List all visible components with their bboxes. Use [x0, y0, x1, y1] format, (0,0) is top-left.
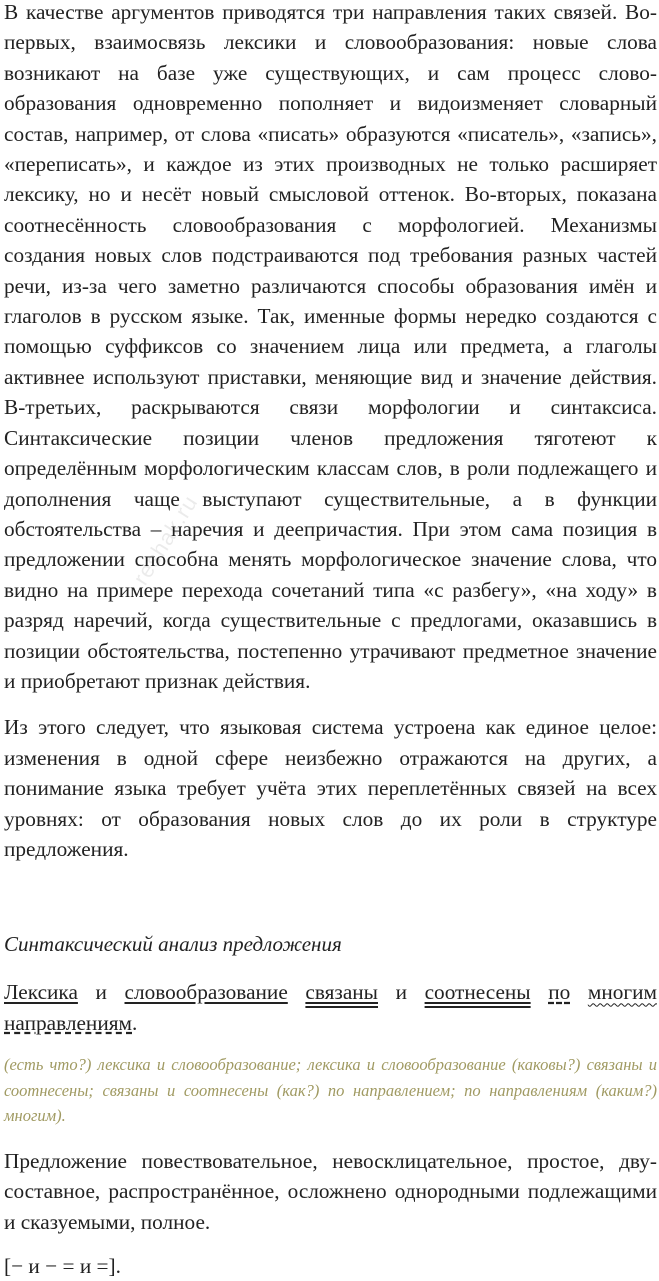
- attribute-word: многим: [587, 980, 657, 1005]
- analyzed-sentence: [4, 977, 657, 1038]
- subject-1: Лексика: [4, 980, 78, 1005]
- adverbial-preposition: по: [548, 980, 571, 1005]
- conjunction-2: и: [395, 980, 407, 1005]
- predicate-1: связаны: [305, 980, 378, 1005]
- conjunction-1: и: [95, 980, 107, 1005]
- sentence-scheme: [− и − = и =].: [4, 1253, 121, 1278]
- question-analysis: (есть что?) лексика и словообразование; лексика и словообразование (каковы?) связаны и соотнесены; связаны и соотнесены (как?) по направлением; по направлениям (каким?) многим).: [4, 1055, 657, 1126]
- sentence-period: .: [132, 1010, 138, 1035]
- sentence-characteristics: Предложение повествовательное, невосклицательное, простое, двусоставное, распространённое, осложнено однородными подлежащими и сказуемыми, полное.: [4, 1148, 657, 1234]
- body-paragraph-2: Из этого следует, что языковая система устроена как единое целое: изменения в одной сфере неизбежно отражаются на других, а понимание языка требует учёта этих переплетённых связей на всех уровнях: от образования новых слов до их роли в структуре предложения.: [4, 715, 657, 861]
- adverbial-word: направлениям: [4, 1010, 132, 1035]
- document-page: [4, 0, 657, 1281]
- watermark-logo: reshak.ru: [128, 490, 203, 590]
- analysis-heading: Синтаксический анализ предложения: [4, 932, 342, 957]
- body-paragraph-1: В качестве аргументов приводятся три направления таких связей. Во-первых, взаимосвязь лексики и словообразования: новые слова возникают на базе уже существующих, и сам процесс словообразования одновременно пополняет и видоизменяет словарный состав, например, от слова «писать» образуются «писатель», «запись», «переписать», и каждое из этих производных не только расширяет лексику, но и несёт новый смысловой оттенок. Во-вторых, показана соотнесённость словообразования с морфологией. Механизмы создания новых слов подстраиваются под требования разных частей речи, из-за чего заметно различаются способы образования имён и глаголов в русском языке. Так, именные формы нередко создаются с помощью суффиксов со значением лица или предмета, а глаголы активнее используют приставки, меняющие вид и значение действия. В-третьих, раскрываются связи морфологии и синтаксиса. Синтаксические позиции членов предложения тяготеют к определённым морфологическим классам слов, в роли подлежащего и дополнения чаще выступают существительные, а в функции обстоятельства – наречия и деепричастия. При этом сама позиция в предложении способна менять морфологическое значение слова, что видно на примере перехода сочетаний типа «с разбегу», «на ходу» в разряд наречий, когда существительные с предлогами, оказавшись в позиции обстоятельства, постепенно утрачивают предметное значение и приобретают признак действия.: [4, 0, 657, 693]
- predicate-2: соотнесены: [424, 980, 531, 1005]
- subject-2: словообразование: [124, 980, 288, 1005]
